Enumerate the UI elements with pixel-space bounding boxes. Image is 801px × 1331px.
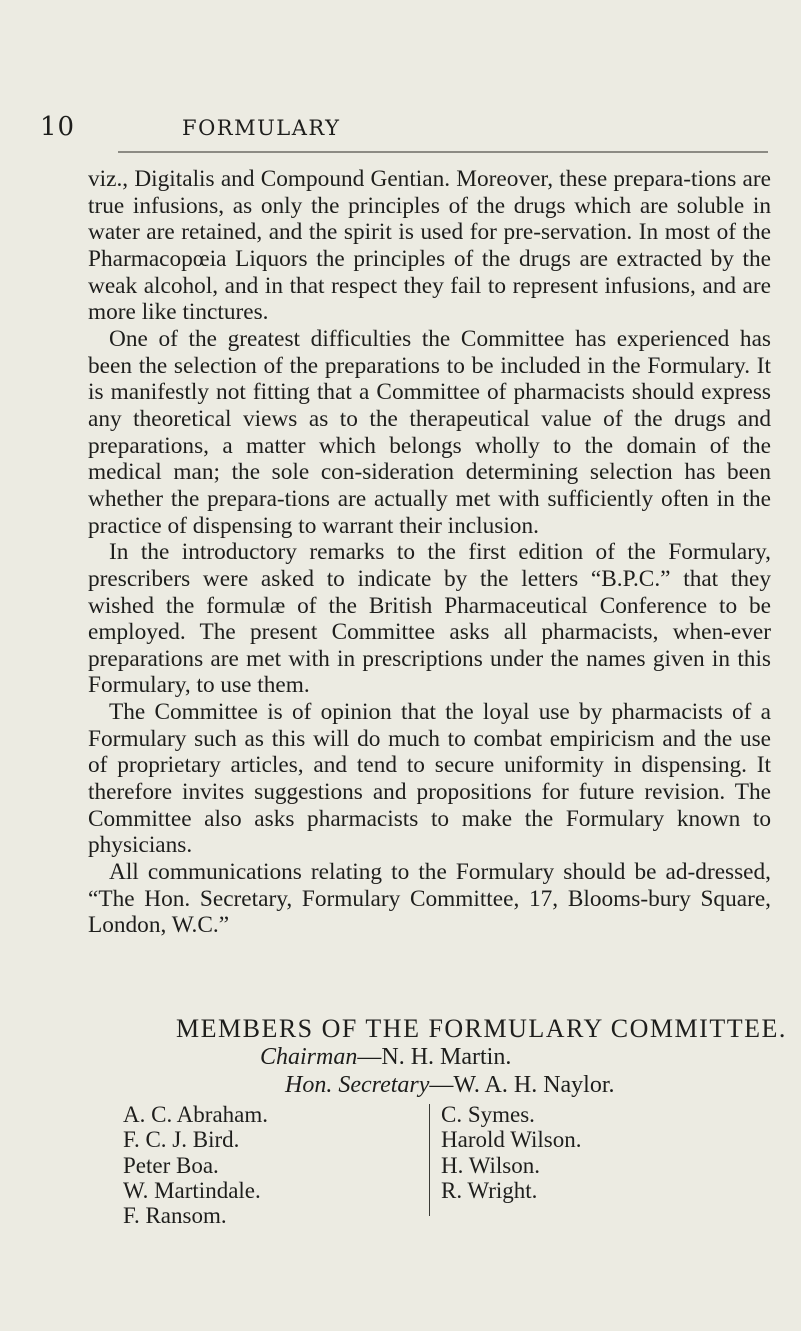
member-name: F. Ransom. xyxy=(123,1203,227,1229)
members-heading: MEMBERS OF THE FORMULARY COMMITTEE. xyxy=(176,1014,787,1043)
running-head: FORMULARY xyxy=(182,116,341,140)
members-right-column xyxy=(441,1102,581,1203)
members-left-column xyxy=(123,1102,268,1228)
paragraph: One of the greatest difficulties the Committee has experienced has been the selection of the preparations to be included in the Formulary. It is manifestly not fitting that a Committee of pharmacists should express any theoretical views as to the therapeutical value of the drugs and preparations, a matter which belongs wholly to the domain of the medical man; the sole con-sideration determining selection has been whether the prepara-tions are actually met with sufficiently often in the practice of dispensing to warrant their inclusion. xyxy=(88,325,771,539)
secretary-name: —W. A. H. Naylor. xyxy=(429,1072,615,1098)
member-name: C. Symes. xyxy=(441,1102,535,1127)
member-name: Harold Wilson. xyxy=(441,1127,582,1153)
header-rule xyxy=(118,151,768,153)
body-text xyxy=(88,166,771,939)
page-number: 10 xyxy=(40,112,76,142)
member-name: W. Martindale. xyxy=(123,1177,261,1203)
member-name: A. C. Abraham. xyxy=(123,1102,269,1127)
member-name: R. Wright. xyxy=(441,1177,538,1203)
member-name: Peter Boa. xyxy=(123,1152,219,1178)
secretary-label: Hon. Secretary xyxy=(285,1072,430,1098)
member-name: F. C. J. Bird. xyxy=(123,1127,240,1153)
paragraph: The Committee is of opinion that the loyal use by pharmacists of a Formulary such as this will do much to combat empiricism and the use of proprietary articles, and tend to secure uniformity in dispensing. It therefore invites suggestions and propositions for future revision. The Committee also asks pharmacists to make the Formulary known to physicians. xyxy=(88,699,771,859)
chairman-name: —N. H. Martin. xyxy=(357,1044,512,1070)
paragraph: viz., Digitalis and Compound Gentian. Moreover, these prepara-tions are true infusions, as only the principles of the drugs which are soluble in water are retained, and the spirit is used for pre-servation. In most of the Pharmacopœia Liquors the principles of the drugs are extracted by the weak alcohol, and in that respect they fail to represent infusions, and are more like tinctures. xyxy=(88,166,771,326)
paragraph: All communications relating to the Formulary should be ad-dressed, “The Hon. Secretary, Formulary Committee, 17, Blooms-bury Square, London, W.C.” xyxy=(88,859,771,939)
secretary-line xyxy=(285,1072,615,1099)
paragraph: In the introductory remarks to the first edition of the Formulary, prescribers were asked to indicate by the letters “B.P.C.” that they wished the formulæ of the British Pharmaceutical Conference to be employed. The present Committee asks all pharmacists, when-ever preparations are met with in prescriptions under the names given in this Formulary, to use them. xyxy=(88,539,771,699)
column-divider xyxy=(429,1104,430,1216)
page-header xyxy=(0,0,801,150)
member-name: H. Wilson. xyxy=(441,1152,540,1178)
chairman-line xyxy=(260,1044,511,1071)
chairman-label: Chairman xyxy=(260,1044,358,1070)
